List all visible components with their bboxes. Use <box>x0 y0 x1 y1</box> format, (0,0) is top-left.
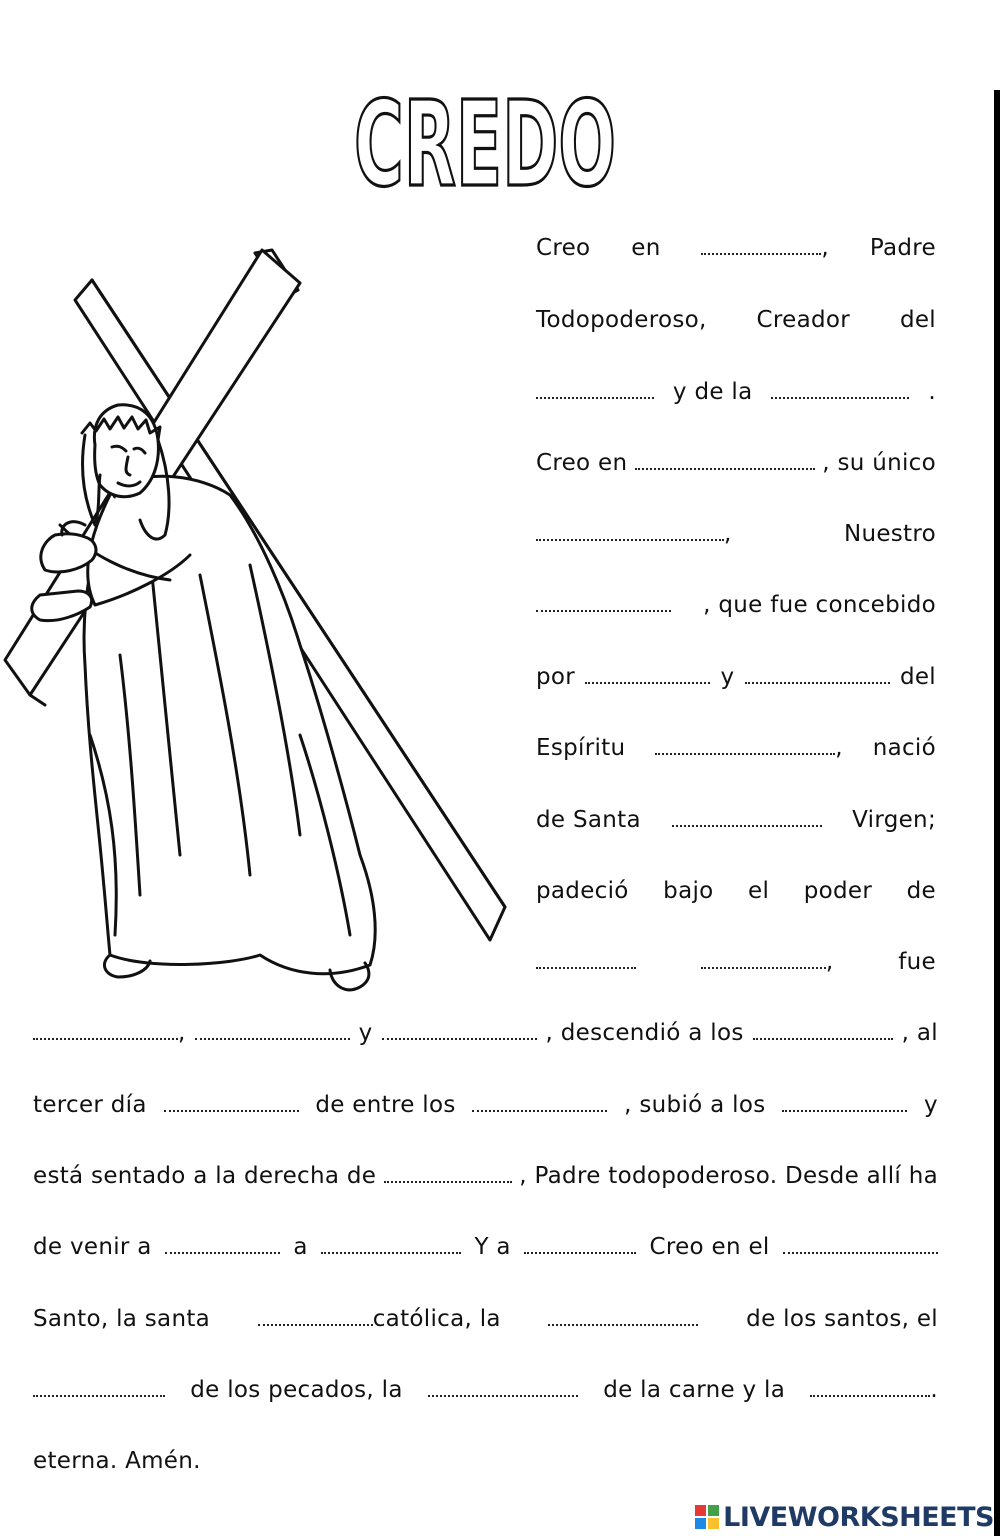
text: Espíritu <box>536 735 626 761</box>
fill-in-blank[interactable] <box>753 1024 893 1040</box>
text: , Padre todopoderoso. Desde allí ha <box>519 1163 938 1189</box>
text: , al <box>901 1020 938 1046</box>
text: Santo, la santa <box>33 1306 211 1332</box>
text: Creo <box>536 235 591 261</box>
text-line-11 <box>536 947 936 977</box>
text: , descendió a los <box>545 1020 744 1046</box>
page-title <box>0 82 1000 202</box>
text: del <box>899 664 936 690</box>
text: , su único <box>822 450 936 476</box>
fill-in-blank[interactable] <box>472 1096 607 1112</box>
logo-square-green <box>708 1505 719 1516</box>
text-line-12 <box>33 1018 938 1048</box>
text: Nuestro <box>843 521 936 547</box>
text: , <box>724 521 732 547</box>
fill-in-blank[interactable] <box>164 1096 299 1112</box>
text-line-1 <box>536 233 936 263</box>
text: , que fue concebido <box>703 592 936 618</box>
logo-square-red <box>695 1505 706 1516</box>
text: de <box>906 878 936 904</box>
fill-in-blank[interactable] <box>783 1238 938 1254</box>
text-line-17 <box>33 1375 938 1405</box>
text: y <box>358 1020 373 1046</box>
fill-in-blank[interactable] <box>771 383 909 399</box>
fill-in-blank[interactable] <box>782 1096 907 1112</box>
fill-in-blank[interactable] <box>195 1024 350 1040</box>
text: . <box>928 379 936 405</box>
text-line-10 <box>536 876 936 906</box>
fill-in-blank[interactable] <box>258 1304 501 1334</box>
text-line-16 <box>33 1304 938 1334</box>
text: Creo en <box>536 450 628 476</box>
brand-name: LIVEWORKSHEETS <box>723 1501 994 1533</box>
fill-in-blank[interactable] <box>701 947 834 977</box>
fill-in-blank[interactable] <box>701 233 829 263</box>
text: , <box>821 235 830 261</box>
fill-in-blank[interactable] <box>33 1018 186 1048</box>
text-line-18 <box>33 1446 201 1476</box>
logo-square-yellow <box>708 1518 719 1529</box>
fill-in-blank[interactable] <box>536 383 654 399</box>
text: bajo <box>663 878 714 904</box>
text: . <box>930 1377 938 1403</box>
text: y <box>720 664 735 690</box>
fill-in-blank[interactable] <box>655 733 843 763</box>
fill-in-blank[interactable] <box>810 1375 938 1405</box>
text: en <box>631 235 661 261</box>
text-line-3 <box>536 377 936 407</box>
fill-in-blank[interactable] <box>548 1310 698 1326</box>
text-line-8 <box>536 733 936 763</box>
text: de los santos, el <box>746 1306 938 1332</box>
text: Virgen; <box>852 807 936 833</box>
text: está sentado a la derecha de <box>33 1163 377 1189</box>
text-line-5 <box>536 519 936 549</box>
text-line-9 <box>536 805 936 835</box>
text: a <box>293 1234 308 1260</box>
fill-in-blank[interactable] <box>585 668 710 684</box>
page-edge <box>994 90 1000 1536</box>
fill-in-blank[interactable] <box>321 1238 461 1254</box>
fill-in-blank[interactable] <box>635 454 815 470</box>
text-line-14 <box>33 1161 938 1191</box>
text: y <box>924 1092 938 1118</box>
text-line-13 <box>33 1090 938 1120</box>
fill-in-blank[interactable] <box>428 1381 578 1397</box>
text-line-2 <box>536 305 936 335</box>
text: Y a <box>474 1234 511 1260</box>
text: poder <box>803 878 873 904</box>
fill-in-blank[interactable] <box>536 596 671 612</box>
text: fue <box>898 949 936 975</box>
text: eterna. Amén. <box>33 1448 201 1474</box>
text: nació <box>872 735 936 761</box>
text-line-4 <box>536 448 936 478</box>
text: y de la <box>672 379 753 405</box>
jesus-carrying-cross-icon <box>0 235 520 1015</box>
text: de Santa <box>536 807 641 833</box>
fill-in-blank[interactable] <box>536 953 636 969</box>
text-line-6 <box>536 590 936 620</box>
text: por <box>536 664 576 690</box>
logo-square-blue <box>695 1518 706 1529</box>
text: padeció <box>536 878 629 904</box>
liveworksheets-logo-icon <box>695 1505 719 1529</box>
text: Padre <box>869 235 936 261</box>
fill-in-blank[interactable] <box>165 1238 280 1254</box>
text: de venir a <box>33 1234 152 1260</box>
text: católica, la <box>372 1306 501 1332</box>
text: , subió a los <box>624 1092 766 1118</box>
text: , <box>178 1020 186 1046</box>
text: tercer día <box>33 1092 147 1118</box>
text-line-15 <box>33 1232 938 1262</box>
text: el <box>748 878 770 904</box>
text: del <box>899 307 936 333</box>
text: de entre los <box>315 1092 456 1118</box>
fill-in-blank[interactable] <box>672 811 822 827</box>
text: , <box>835 735 843 761</box>
title-outline-text: CREDO <box>354 82 616 202</box>
text: de la carne y la <box>603 1377 786 1403</box>
fill-in-blank[interactable] <box>33 1381 165 1397</box>
text: Todopoderoso, <box>536 307 707 333</box>
fill-in-blank[interactable] <box>384 1167 512 1183</box>
fill-in-blank[interactable] <box>745 668 890 684</box>
fill-in-blank[interactable] <box>536 519 732 549</box>
fill-in-blank[interactable] <box>524 1238 636 1254</box>
liveworksheets-brand <box>695 1500 994 1534</box>
text: Creador <box>756 307 851 333</box>
text: Creo en el <box>649 1234 770 1260</box>
text-line-7 <box>536 662 936 692</box>
fill-in-blank[interactable] <box>382 1024 537 1040</box>
text: de los pecados, la <box>190 1377 403 1403</box>
text: , <box>825 949 834 975</box>
